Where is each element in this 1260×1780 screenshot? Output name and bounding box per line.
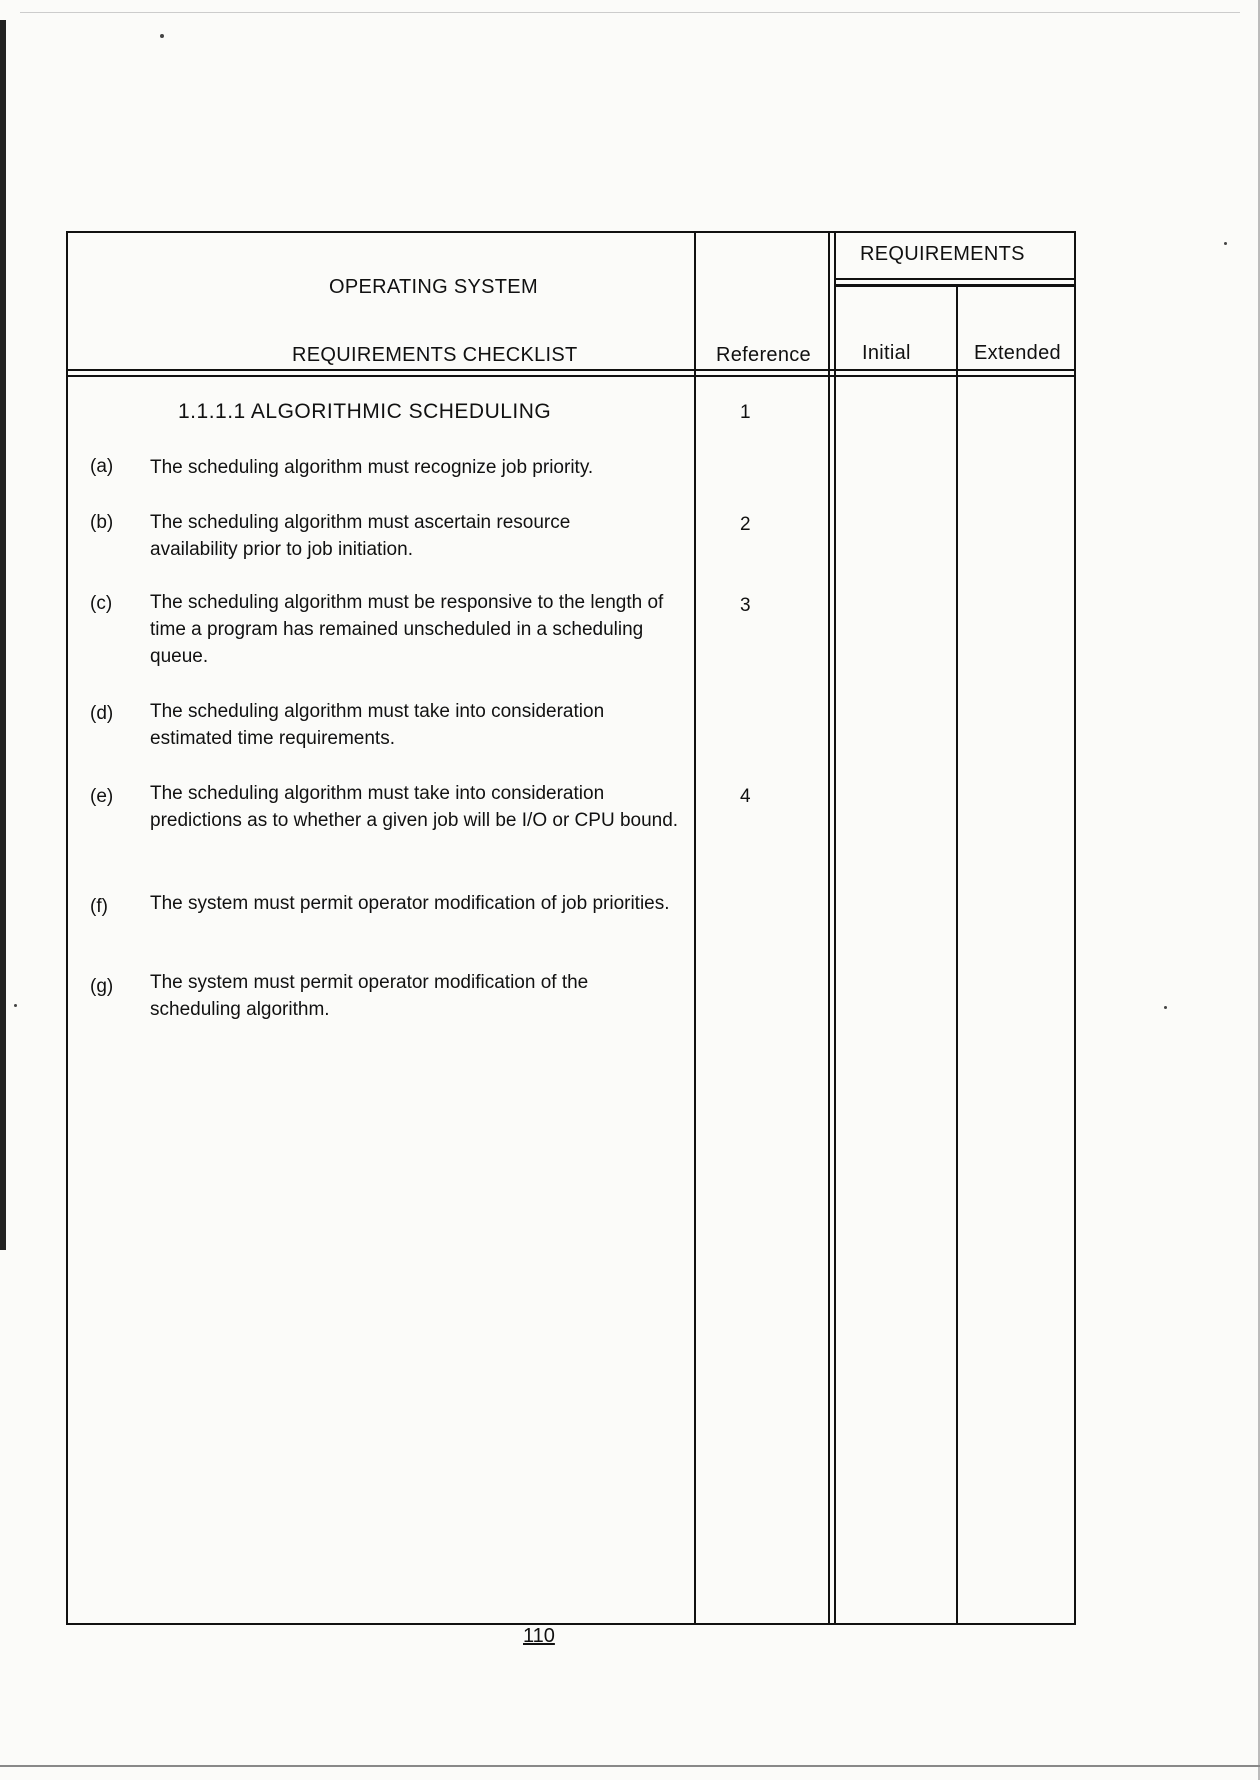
section-title: 1.1.1.1 ALGORITHMIC SCHEDULING [178, 400, 552, 423]
item-text: The scheduling algorithm must take into consideration predictions as to whether a given job will be I/O or CPU bound. [150, 783, 679, 831]
item-reference: 3 [740, 595, 751, 616]
item-letter: (f) [90, 896, 108, 917]
table-title-line1: OPERATING SYSTEM [329, 276, 538, 298]
scan-top-line [20, 12, 1240, 13]
header-rule-top [66, 369, 1076, 371]
scan-left-edge [0, 20, 6, 1250]
extended-column-header: Extended [974, 342, 1061, 364]
scan-speck [1164, 1006, 1167, 1009]
scan-speck [14, 1004, 17, 1007]
item-letter: (b) [90, 512, 114, 533]
requirements-divider-b [834, 231, 836, 1625]
reference-column-header: Reference [716, 344, 811, 366]
scan-bottom-line [0, 1765, 1260, 1767]
item-reference: 4 [740, 786, 751, 807]
item-reference: 2 [740, 514, 751, 535]
header-rule-bottom [66, 375, 1076, 377]
section-reference: 1 [740, 402, 751, 423]
initial-extended-divider [956, 284, 958, 1625]
initial-column-header: Initial [862, 342, 911, 364]
item-text: The scheduling algorithm must ascertain resource availability prior to job initiation. [150, 512, 571, 560]
item-text: The scheduling algorithm must take into consideration estimated time requirements. [150, 701, 605, 749]
requirements-column-header: REQUIREMENTS [860, 243, 1025, 265]
table-title-line2: REQUIREMENTS CHECKLIST [292, 344, 578, 366]
item-letter: (a) [90, 456, 114, 477]
requirements-rule-bottom [834, 284, 1076, 287]
item-text: The system must permit operator modification of job priorities. [150, 893, 670, 914]
item-text: The scheduling algorithm must be responsive to the length of time a program has remained unscheduled in a scheduling queue. [150, 592, 664, 667]
item-letter: (e) [90, 786, 114, 807]
checklist-table [66, 231, 1076, 1625]
reference-column-divider [694, 231, 696, 1625]
item-letter: (c) [90, 593, 113, 614]
item-text: The system must permit operator modification of the scheduling algorithm. [150, 972, 589, 1020]
item-text: The scheduling algorithm must recognize job priority. [150, 457, 594, 478]
requirements-divider-a [828, 231, 830, 1625]
requirements-rule-top [834, 278, 1076, 280]
item-letter: (g) [90, 976, 114, 997]
scan-speck [160, 34, 164, 38]
scan-speck [1224, 242, 1227, 245]
item-letter: (d) [90, 703, 114, 724]
page-number: 110 [523, 1625, 555, 1647]
